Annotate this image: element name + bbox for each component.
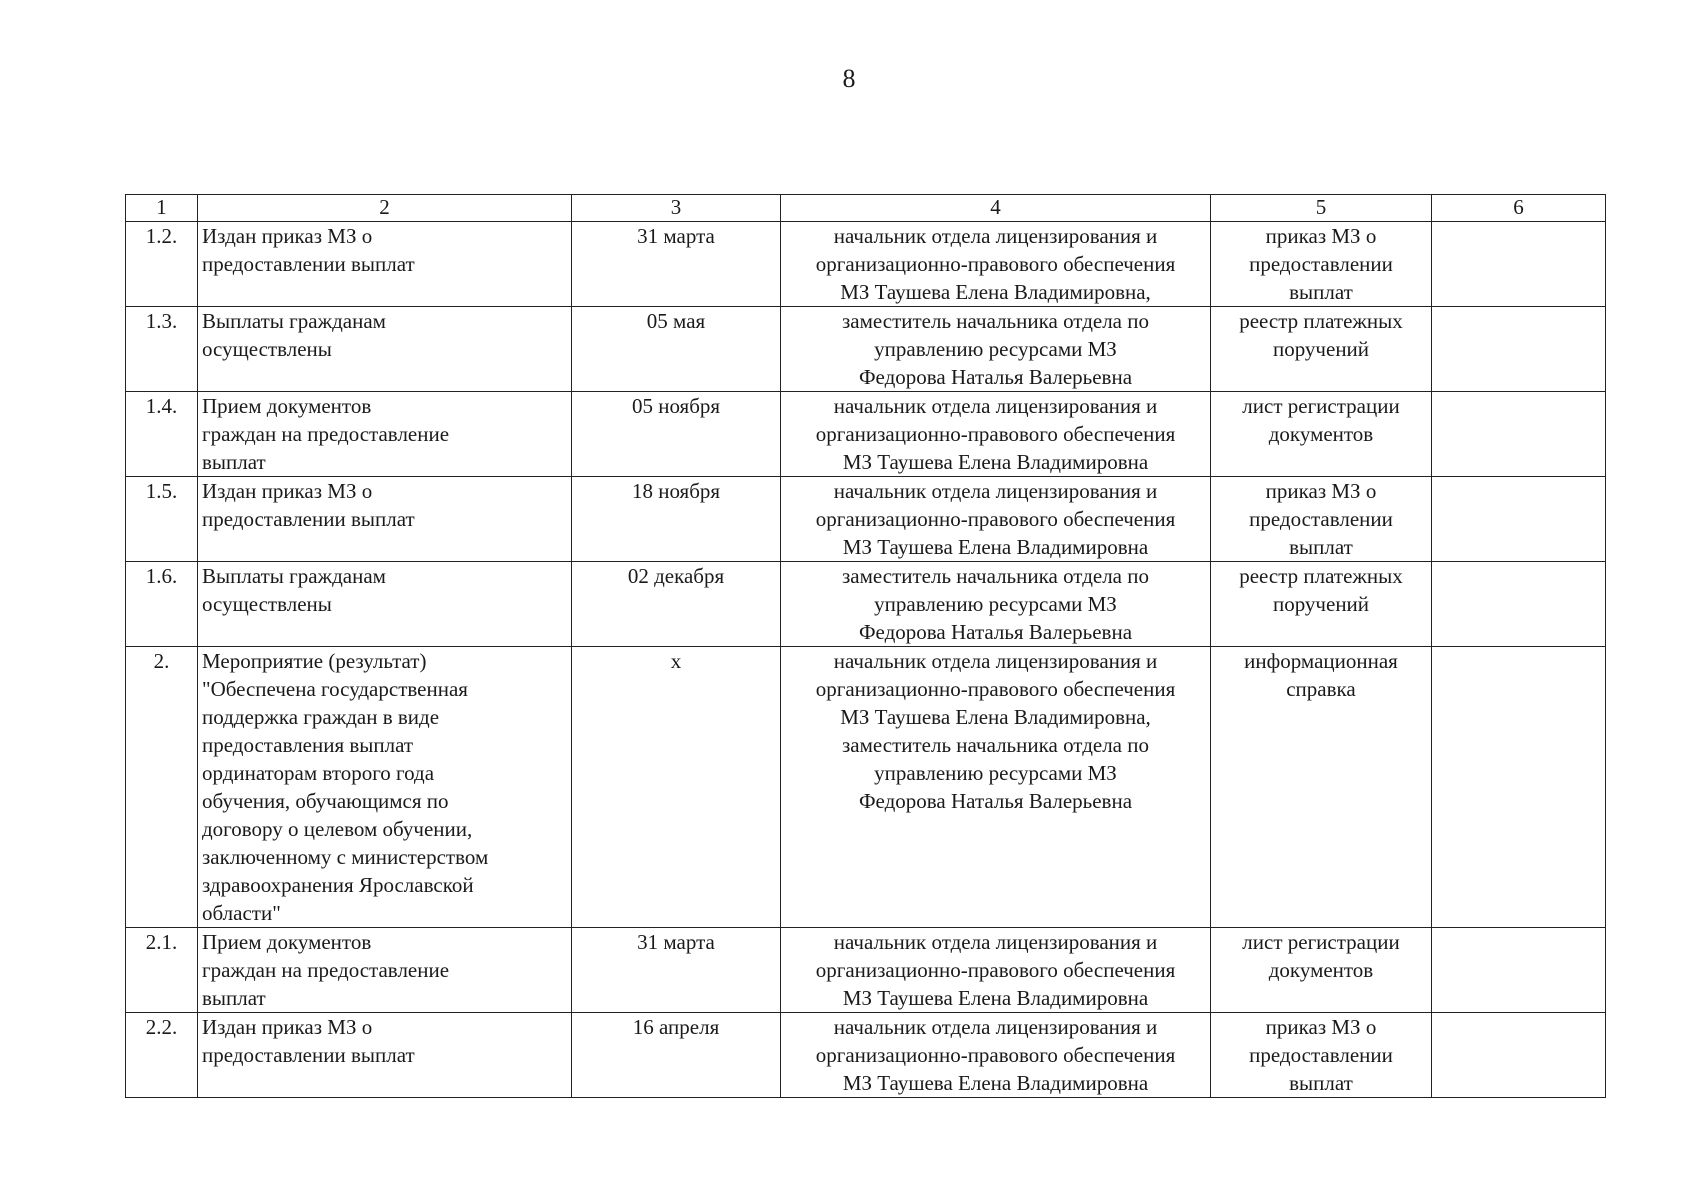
item-responsible-line: организационно-правового обеспечения (815, 252, 1176, 276)
item-responsible-line: МЗ Таушева Елена Владимировна (842, 535, 1149, 559)
item-document-line: предоставлении (1249, 507, 1393, 531)
item-responsible-line: организационно-правового обеспечения (815, 677, 1176, 701)
item-deadline: 31 марта (572, 222, 781, 307)
item-name-line: Прием документов (202, 394, 372, 418)
item-name-line: "Обеспечена государственная (202, 677, 468, 701)
item-document (1211, 392, 1432, 477)
item-responsible (781, 647, 1211, 928)
item-responsible-line: МЗ Таушева Елена Владимировна (842, 450, 1149, 474)
item-responsible-line: Федорова Наталья Валерьевна (858, 620, 1133, 644)
item-responsible-line: начальник отдела лицензирования и (833, 930, 1158, 954)
item-name (198, 928, 572, 1013)
item-responsible-line: организационно-правового обеспечения (815, 422, 1176, 446)
item-responsible (781, 477, 1211, 562)
table-row (126, 928, 1606, 1013)
item-name (198, 562, 572, 647)
column-number-5: 5 (1211, 195, 1432, 222)
item-number: 2. (126, 647, 198, 928)
item-number: 2.1. (126, 928, 198, 1013)
item-document (1211, 928, 1432, 1013)
item-responsible-line: начальник отдела лицензирования и (833, 649, 1158, 673)
item-document-line: выплат (1289, 535, 1353, 559)
item-name-line: Издан приказ МЗ о (202, 224, 373, 248)
item-name-line: здравоохранения Ярославской (202, 873, 474, 897)
item-document (1211, 307, 1432, 392)
item-note (1432, 1013, 1606, 1098)
item-name-line: граждан на предоставление (202, 958, 450, 982)
item-name-line: Издан приказ МЗ о (202, 479, 373, 503)
item-responsible-line: начальник отдела лицензирования и (833, 479, 1158, 503)
table-row (126, 307, 1606, 392)
item-document-line: лист регистрации (1242, 394, 1400, 418)
item-responsible-line: управлению ресурсами МЗ (874, 761, 1117, 785)
item-note (1432, 477, 1606, 562)
item-name-line: ординаторам второго года (202, 761, 435, 785)
item-deadline: 18 ноября (572, 477, 781, 562)
column-number-1: 1 (126, 195, 198, 222)
item-deadline: 31 марта (572, 928, 781, 1013)
item-number: 1.4. (126, 392, 198, 477)
item-note (1432, 928, 1606, 1013)
item-document-line: лист регистрации (1242, 930, 1400, 954)
item-name (198, 392, 572, 477)
item-deadline: 16 апреля (572, 1013, 781, 1098)
item-responsible-line: управлению ресурсами МЗ (874, 337, 1117, 361)
item-name-line: предоставлении выплат (202, 507, 415, 531)
item-name-line: заключенному с министерством (202, 845, 489, 869)
item-deadline: 02 декабря (572, 562, 781, 647)
item-name (198, 477, 572, 562)
item-name (198, 222, 572, 307)
table-row (126, 477, 1606, 562)
item-document (1211, 477, 1432, 562)
item-note (1432, 392, 1606, 477)
item-note (1432, 647, 1606, 928)
item-number: 1.5. (126, 477, 198, 562)
item-responsible-line: Федорова Наталья Валерьевна (858, 789, 1133, 813)
item-note (1432, 562, 1606, 647)
item-name-line: Выплаты гражданам (202, 309, 386, 333)
item-note (1432, 222, 1606, 307)
action-plan-table (125, 194, 1606, 1098)
item-number: 1.6. (126, 562, 198, 647)
item-deadline: х (572, 647, 781, 928)
item-name-line: договору о целевом обучении, (202, 817, 473, 841)
item-name-line: граждан на предоставление (202, 422, 450, 446)
table-row (126, 222, 1606, 307)
item-responsible-line: МЗ Таушева Елена Владимировна (842, 986, 1149, 1010)
item-name-line: Издан приказ МЗ о (202, 1015, 373, 1039)
item-name-line: Прием документов (202, 930, 372, 954)
item-name-line: Выплаты гражданам (202, 564, 386, 588)
item-responsible (781, 562, 1211, 647)
item-name-line: предоставлении выплат (202, 252, 415, 276)
item-document-line: поручений (1272, 592, 1370, 616)
item-document-line: выплат (1289, 280, 1353, 304)
item-responsible-line: начальник отдела лицензирования и (833, 394, 1158, 418)
item-responsible-line: МЗ Таушева Елена Владимировна, (840, 705, 1151, 729)
item-responsible (781, 392, 1211, 477)
item-responsible-line: управлению ресурсами МЗ (874, 592, 1117, 616)
item-name (198, 1013, 572, 1098)
item-responsible (781, 928, 1211, 1013)
item-name-line: поддержка граждан в виде (202, 705, 440, 729)
item-document-line: предоставлении (1249, 252, 1393, 276)
item-name-line: выплат (202, 450, 266, 474)
item-document-line: предоставлении (1249, 1043, 1393, 1067)
item-name-line: области" (202, 901, 281, 925)
item-responsible (781, 222, 1211, 307)
item-responsible-line: Федорова Наталья Валерьевна (858, 365, 1133, 389)
item-document (1211, 647, 1432, 928)
item-document (1211, 562, 1432, 647)
item-name-line: Мероприятие (результат) (202, 649, 427, 673)
item-responsible (781, 1013, 1211, 1098)
item-document-line: приказ МЗ о (1265, 1015, 1377, 1039)
item-responsible (781, 307, 1211, 392)
item-document-line: выплат (1289, 1071, 1353, 1095)
item-document-line: информационная (1244, 649, 1398, 673)
item-responsible-line: МЗ Таушева Елена Владимировна, (840, 280, 1151, 304)
item-document-line: справка (1286, 677, 1356, 701)
item-name-line: выплат (202, 986, 266, 1010)
item-responsible-line: начальник отдела лицензирования и (833, 224, 1158, 248)
table-row (126, 392, 1606, 477)
column-number-6: 6 (1432, 195, 1606, 222)
item-document-line: поручений (1272, 337, 1370, 361)
item-document-line: приказ МЗ о (1265, 479, 1377, 503)
item-document-line: реестр платежных (1239, 564, 1403, 588)
column-number-row (126, 195, 1606, 222)
item-document-line: документов (1268, 958, 1374, 982)
item-document-line: документов (1268, 422, 1374, 446)
item-responsible-line: организационно-правового обеспечения (815, 507, 1176, 531)
item-document (1211, 1013, 1432, 1098)
column-number-4: 4 (781, 195, 1211, 222)
item-responsible-line: начальник отдела лицензирования и (833, 1015, 1158, 1039)
item-responsible-line: организационно-правового обеспечения (815, 958, 1176, 982)
item-name-line: обучения, обучающимся по (202, 789, 449, 813)
item-name-line: предоставлении выплат (202, 1043, 415, 1067)
item-deadline: 05 ноября (572, 392, 781, 477)
item-note (1432, 307, 1606, 392)
item-deadline: 05 мая (572, 307, 781, 392)
item-document (1211, 222, 1432, 307)
item-name (198, 307, 572, 392)
item-number: 2.2. (126, 1013, 198, 1098)
item-name-line: предоставления выплат (202, 733, 414, 757)
item-responsible-line: организационно-правового обеспечения (815, 1043, 1176, 1067)
page-number: 8 (842, 64, 856, 93)
item-name (198, 647, 572, 928)
item-document-line: реестр платежных (1239, 309, 1403, 333)
item-number: 1.2. (126, 222, 198, 307)
item-document-line: приказ МЗ о (1265, 224, 1377, 248)
table-row (126, 647, 1606, 928)
item-responsible-line: заместитель начальника отдела по (842, 733, 1149, 757)
table-row (126, 1013, 1606, 1098)
table-row (126, 562, 1606, 647)
column-number-2: 2 (198, 195, 572, 222)
item-name-line: осуществлены (202, 337, 332, 361)
item-number: 1.3. (126, 307, 198, 392)
item-responsible-line: заместитель начальника отдела по (842, 309, 1149, 333)
item-responsible-line: МЗ Таушева Елена Владимировна (842, 1071, 1149, 1095)
item-name-line: осуществлены (202, 592, 332, 616)
column-number-3: 3 (572, 195, 781, 222)
item-responsible-line: заместитель начальника отдела по (842, 564, 1149, 588)
